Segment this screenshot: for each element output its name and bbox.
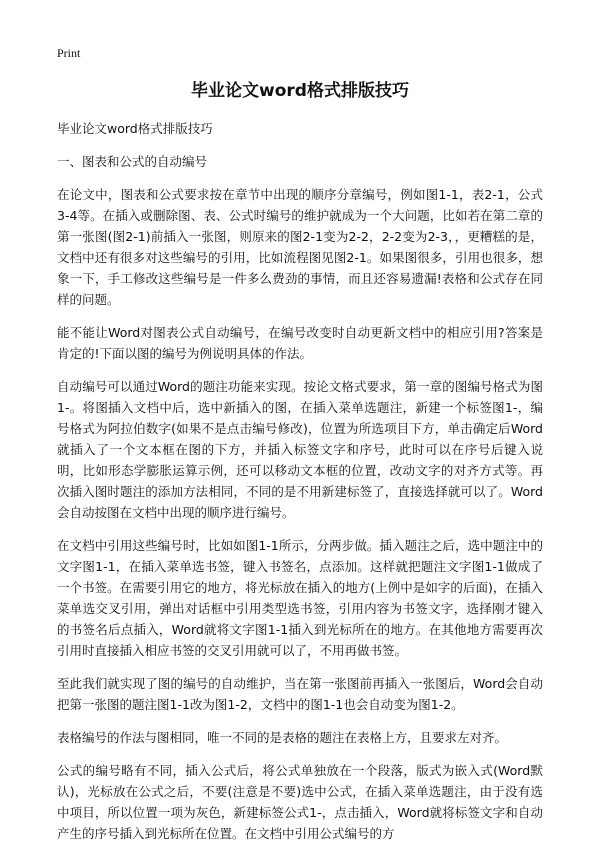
document-title: 毕业论文word格式排版技巧 — [191, 81, 409, 101]
paragraph: 至此我们就实现了图的编号的自动维护，当在第一张图前再插入一张图后，Word会自动把第一张图的题注图1-1改为图1-2，文档中的图1-1也会自动变为图1-2。 — [57, 676, 543, 712]
section-heading: 一、图表和公式的自动编号 — [57, 154, 208, 169]
paragraph: 在论文中，图表和公式要求按在章节中出现的顺序分章编号，例如图1-1，表2-1，公式3-4等。在插入或删除图、表、公式时编号的维护就成为一个大问题，比如若在第二章的第一张图(图2-1)前插入一张图，则原来的图2-1变为2-2，2-2变为2-3，，更糟糕的是，文档中还有很多对这些编号的引用，比如流程图见图2-1。如果图很多，引用也很多，想象一下，手工修改这些编号是一件多么费劲的事情，而且还容易遗漏!表格和公式存在同样的问题。 — [57, 187, 543, 307]
paragraph: 能不能让Word对图表公式自动编号，在编号改变时自动更新文档中的相应引用?答案是肯定的!下面以图的编号为例说明具体的作法。 — [57, 325, 543, 361]
document-subtitle: 毕业论文word格式排版技巧 — [57, 121, 213, 136]
paragraph: 自动编号可以通过Word的题注功能来实现。按论文格式要求，第一章的图编号格式为图1-。将图插入文档中后，选中新插入的图，在插入菜单选题注，新建一个标签图1-，编号格式为阿拉伯数字(如果不是点击编号修改)，位置为所选项目下方，单击确定后Word就插入了一个文本框在图的下方，并插入标签文字和序号，此时可以在序号后键入说明，比如形态学膨胀运算示例，还可以移动文本框的位置，改动文字的对齐方式等。再次插入图时题注的添加方法相同，不同的是不用新建标签了，直接选择就可以了。Word会自动按图在文档中出现的顺序进行编号。 — [57, 379, 543, 520]
paragraph: 公式的编号略有不同，插入公式后，将公式单独放在一个段落，版式为嵌入式(Word默认)，光标放在公式之后，不要(注意是不要)选中公式，在插入菜单选题注，由于没有选中项目，所以位置一项为灰色，新建标签公式1-，点击插入，Word就将标签文字和自动产生的序号插入到光标所在位置。在文档中引用公式编号的方 — [57, 763, 543, 841]
document-body — [57, 118, 543, 856]
print-link[interactable]: Print — [57, 46, 81, 60]
paragraph: 在文档中引用这些编号时，比如如图1-1所示，分两步做。插入题注之后，选中题注中的文字图1-1，在插入菜单选书签，键入书签名，点添加。这样就把题注文字图1-1做成了一个书签。在需要引用它的地方，将光标放在插入的地方(上例中是如字的后面)，在插入菜单选交叉引用，弹出对话框中引用类型选书签，引用内容为书签文字，选择刚才键入的书签名后点插入，Word就将文字图1-1插入到光标所在的地方。在其他地方需要再次引用时直接插入相应书签的交叉引用就可以了，不用再做书签。 — [57, 538, 543, 658]
paragraph: 表格编号的作法与图相同，唯一不同的是表格的题注在表格上方，且要求左对齐。 — [57, 730, 508, 745]
